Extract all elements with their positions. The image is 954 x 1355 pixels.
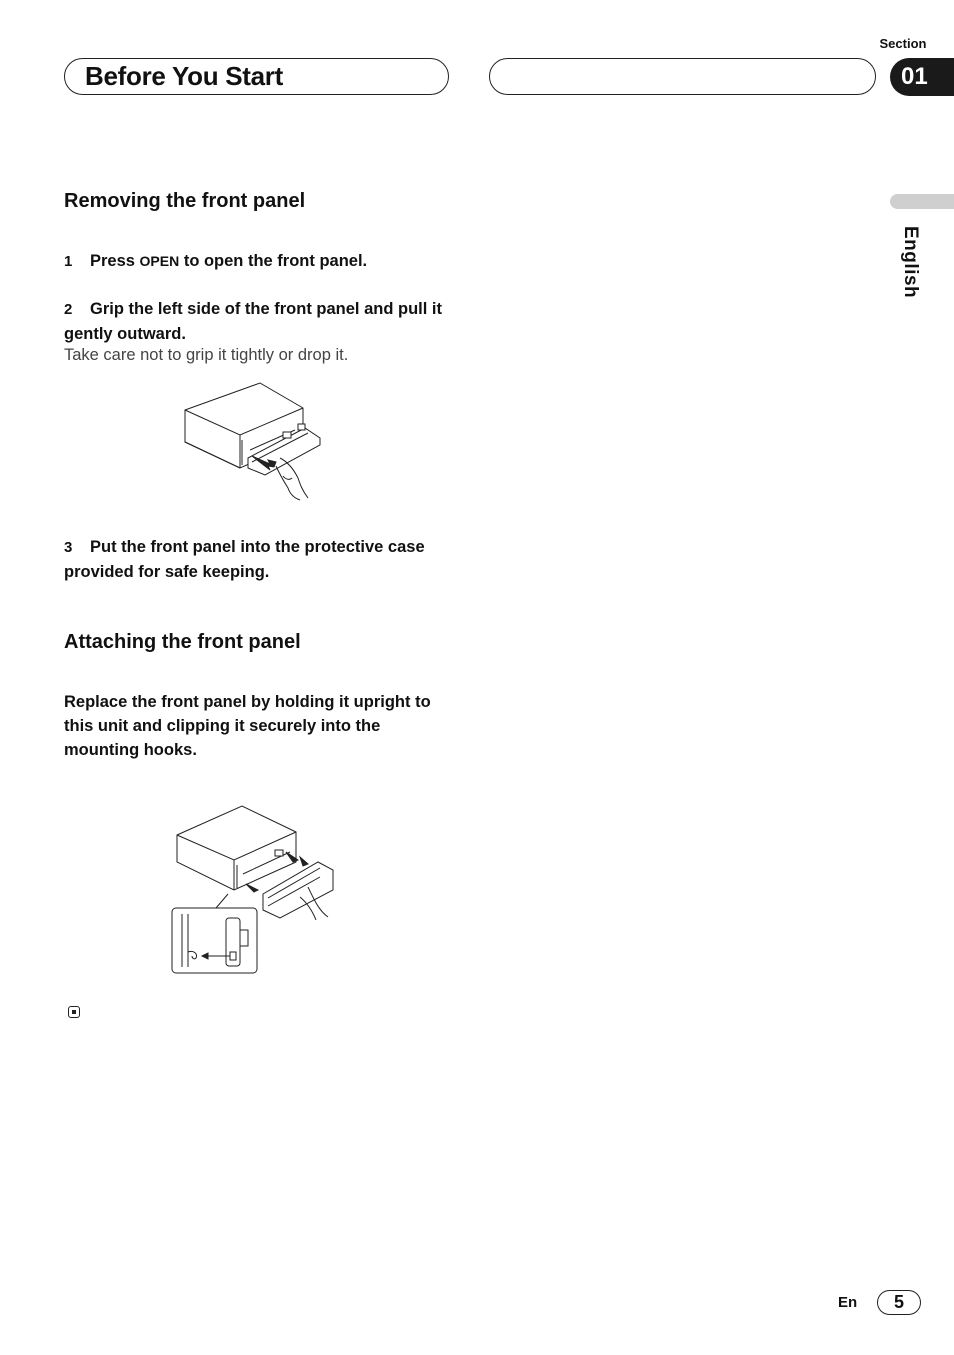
step-2: [64, 297, 459, 346]
step-2-number: 2: [64, 301, 73, 318]
step-1-post: to open the front panel.: [179, 252, 368, 270]
step-1: [64, 249, 459, 274]
removing-panel-illustration: [180, 380, 330, 505]
step-1-pre: Press: [90, 252, 140, 270]
attaching-heading: Attaching the front panel: [64, 631, 301, 653]
page-number: 5: [877, 1290, 921, 1315]
page-title: Before You Start: [85, 61, 283, 91]
step-3-text: Put the front panel into the protective case provided for safe keeping.: [64, 538, 425, 581]
step-2-note: Take care not to grip it tightly or drop it.: [64, 346, 349, 364]
header-empty-pill: [489, 58, 876, 95]
step-1-number: 1: [64, 253, 73, 270]
language-code: En: [838, 1294, 858, 1311]
title-pill: [64, 58, 449, 95]
end-of-section-mark: [68, 1006, 80, 1018]
step-3: [64, 535, 459, 584]
attaching-panel-illustration: [168, 802, 338, 977]
removing-heading: Removing the front panel: [64, 190, 306, 212]
section-label: Section: [879, 36, 927, 51]
open-key: OPEN: [139, 253, 180, 269]
step-2-text: Grip the left side of the front panel and pull it gently outward.: [64, 300, 443, 343]
language-tab: [890, 194, 954, 209]
attaching-instruction: Replace the front panel by holding it upright to this unit and clipping it securely into the mounting hooks.: [64, 693, 431, 759]
language-label: English: [900, 226, 921, 299]
step-3-number: 3: [64, 539, 73, 556]
section-number-tab: 01: [890, 58, 954, 96]
